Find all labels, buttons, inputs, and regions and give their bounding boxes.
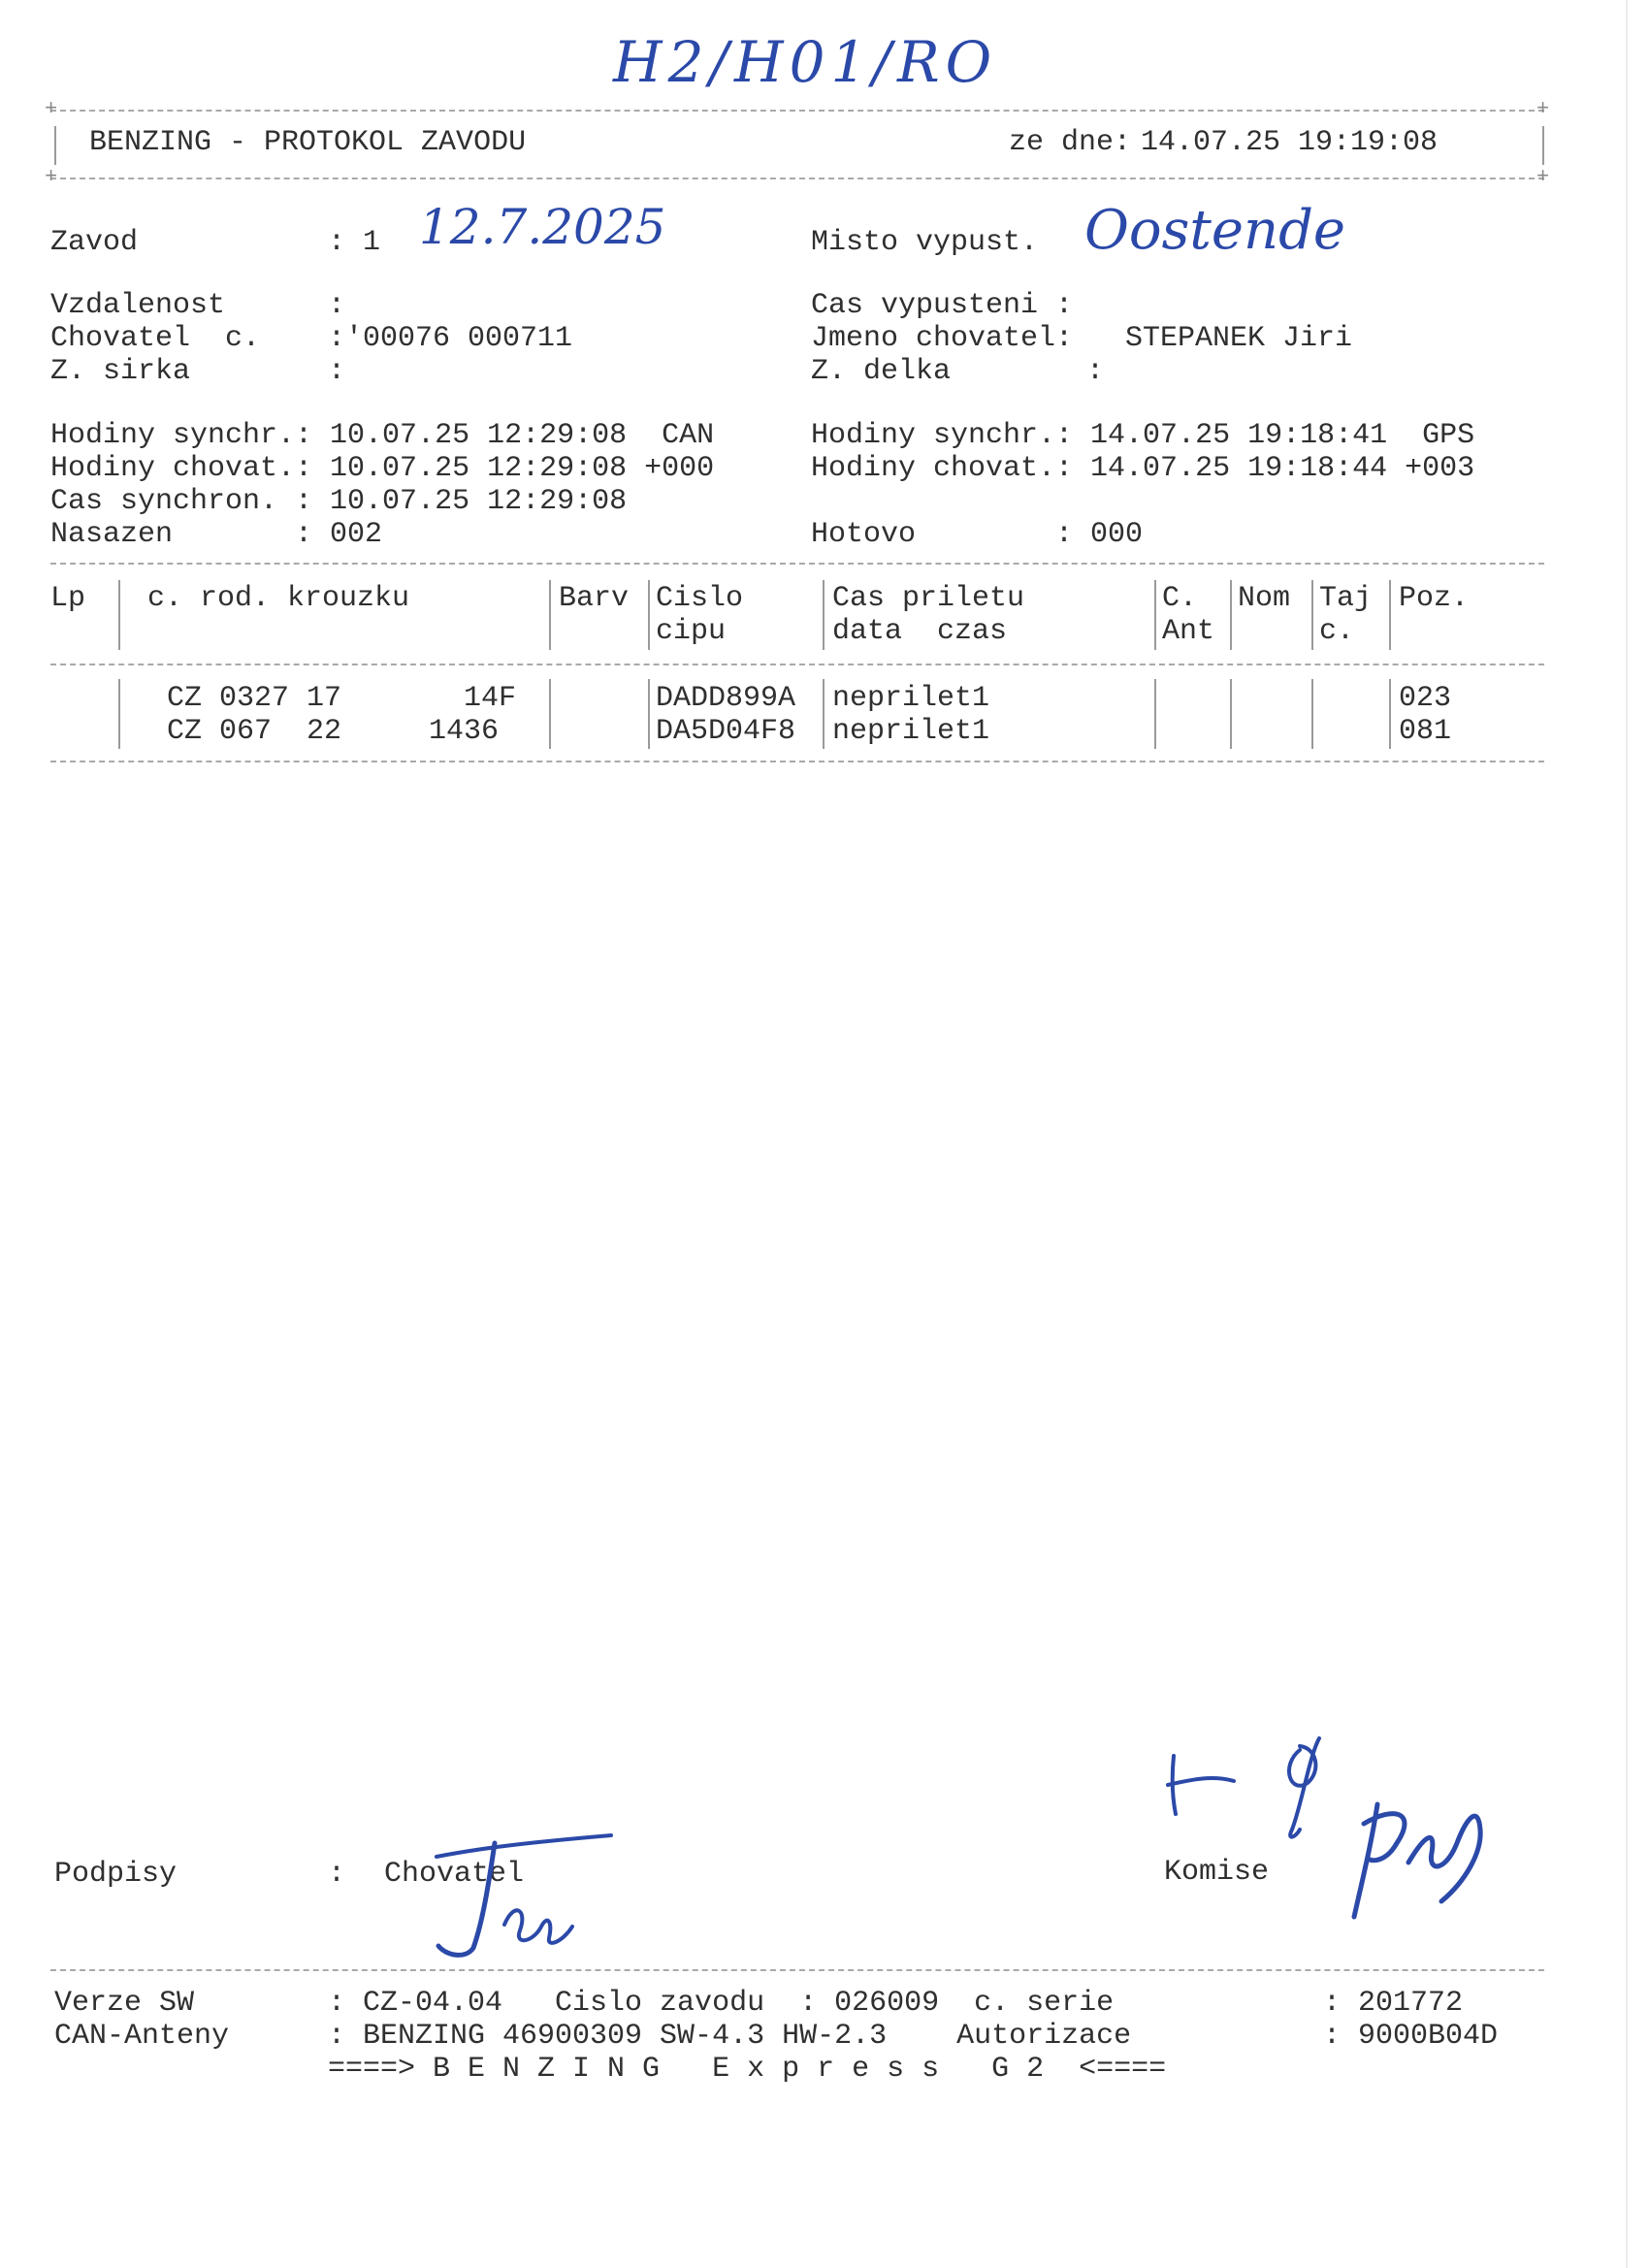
handwritten-release-place: Oostende bbox=[1084, 199, 1346, 262]
body-sep-1 bbox=[118, 679, 120, 749]
col-header-c-2: Ant bbox=[1162, 615, 1215, 648]
header-bottom-rule bbox=[50, 178, 1544, 179]
header-top-rule bbox=[50, 110, 1544, 112]
podpisy-colon: : bbox=[328, 1858, 346, 1891]
body-sep-8 bbox=[1389, 679, 1391, 749]
sirka-label: Z. sirka bbox=[50, 355, 191, 388]
serie-value: : 201772 bbox=[1323, 1987, 1464, 2020]
vzdalenost-value: : bbox=[328, 289, 346, 322]
table-top-rule bbox=[50, 563, 1544, 565]
commission-signature bbox=[1154, 1736, 1504, 1960]
chovatel-signature-label: Chovatel bbox=[384, 1858, 525, 1891]
col-sep-8 bbox=[1389, 580, 1391, 650]
body-sep-7 bbox=[1311, 679, 1313, 749]
col-sep-1 bbox=[118, 580, 120, 650]
can-anteny-label: CAN-Anteny bbox=[54, 2020, 230, 2053]
benzing-banner: ====> B E N Z I N G E x p r e s s G 2 <==== bbox=[328, 2053, 1167, 2086]
chovatel-value: :'00076 000711 bbox=[328, 322, 573, 355]
col-header-lp: Lp bbox=[50, 582, 86, 615]
col-header-ring: c. rod. krouzku bbox=[147, 582, 410, 615]
col-sep-6 bbox=[1230, 580, 1232, 650]
body-sep-6 bbox=[1230, 679, 1232, 749]
chovatel-label: Chovatel c. bbox=[50, 322, 261, 355]
cas-vypusteni-label: Cas vypusteni : bbox=[811, 289, 1074, 322]
protocol-date-value: 14.07.25 19:19:08 bbox=[1141, 126, 1439, 159]
sync-left-row4: Nasazen : 002 bbox=[50, 518, 383, 551]
col-header-cas-1: Cas priletu bbox=[832, 582, 1025, 615]
footer-rule bbox=[50, 1969, 1544, 1971]
col-header-poz: Poz. bbox=[1399, 582, 1470, 615]
handwritten-race-date: 12.7.2025 bbox=[419, 199, 666, 255]
sync-left-row3: Cas synchron. : 10.07.25 12:29:08 bbox=[50, 485, 628, 518]
protocol-date-label: ze dne: bbox=[1009, 126, 1132, 159]
col-header-taj-1: Taj bbox=[1319, 582, 1373, 615]
col-sep-3 bbox=[648, 580, 650, 650]
header-corner-tl: + bbox=[45, 97, 58, 121]
table-row-1-ring: CZ 0327 17 14F bbox=[167, 682, 517, 715]
podpisy-label: Podpisy bbox=[54, 1858, 178, 1891]
delka-value: : bbox=[1086, 355, 1105, 388]
sirka-value: : bbox=[328, 355, 346, 388]
body-sep-3 bbox=[648, 679, 650, 749]
sync-right-row1: Hodiny synchr.: 14.07.25 19:18:41 GPS bbox=[811, 419, 1475, 452]
handwritten-top-note: H2/H01/RO bbox=[613, 29, 998, 95]
header-corner-bl: + bbox=[45, 165, 58, 189]
body-sep-4 bbox=[823, 679, 824, 749]
zavod-value: : 1 bbox=[328, 226, 381, 259]
table-row-1-poz: 023 bbox=[1399, 682, 1452, 715]
delka-label: Z. delka bbox=[811, 355, 952, 388]
col-sep-4 bbox=[823, 580, 824, 650]
col-sep-5 bbox=[1154, 580, 1156, 650]
verze-label: Verze SW bbox=[54, 1987, 195, 2020]
col-header-cislo-1: Cislo bbox=[656, 582, 744, 615]
paper-edge bbox=[1626, 0, 1628, 2268]
table-row-1-time: neprilet1 bbox=[832, 682, 990, 715]
table-header-rule bbox=[50, 664, 1544, 665]
col-header-c-1: C. bbox=[1162, 582, 1198, 615]
body-sep-5 bbox=[1154, 679, 1156, 749]
col-header-nom: Nom bbox=[1238, 582, 1291, 615]
col-header-cislo-2: cipu bbox=[656, 615, 727, 648]
col-header-cas-2: data czas bbox=[832, 615, 1008, 648]
body-sep-2 bbox=[549, 679, 551, 749]
col-header-taj-2: c. bbox=[1319, 615, 1355, 648]
sync-left-row1: Hodiny synchr.: 10.07.25 12:29:08 CAN bbox=[50, 419, 715, 452]
table-row-2-chip: DA5D04F8 bbox=[656, 715, 796, 748]
sync-right-row2: Hodiny chovat.: 14.07.25 19:18:44 +003 bbox=[811, 452, 1475, 485]
misto-label: Misto vypust. bbox=[811, 226, 1039, 259]
can-anteny-details: : BENZING 46900309 SW-4.3 HW-2.3 Autorizace bbox=[328, 2020, 1132, 2053]
breeder-signature bbox=[427, 1833, 621, 1969]
col-sep-2 bbox=[549, 580, 551, 650]
autorizace-value: : 9000B04D bbox=[1323, 2020, 1499, 2053]
table-row-2-time: neprilet1 bbox=[832, 715, 990, 748]
sync-right-row4: Hotovo : 000 bbox=[811, 518, 1144, 551]
header-right-border bbox=[1542, 126, 1544, 165]
header-corner-tr: + bbox=[1536, 97, 1550, 121]
verze-details: : CZ-04.04 Cislo zavodu : 026009 c. serie bbox=[328, 1987, 1115, 2020]
col-sep-7 bbox=[1311, 580, 1313, 650]
sync-left-row2: Hodiny chovat.: 10.07.25 12:29:08 +000 bbox=[50, 452, 715, 485]
header-left-border bbox=[54, 126, 56, 165]
zavod-label: Zavod bbox=[50, 226, 139, 259]
col-header-barv: Barv bbox=[559, 582, 630, 615]
table-row-2-poz: 081 bbox=[1399, 715, 1452, 748]
protocol-title: BENZING - PROTOKOL ZAVODU bbox=[89, 126, 527, 159]
jmeno-value: STEPANEK Jiri bbox=[1125, 322, 1353, 355]
table-row-2-ring: CZ 067 22 1436 bbox=[167, 715, 500, 748]
header-corner-br: + bbox=[1536, 165, 1550, 189]
jmeno-label: Jmeno chovatel: bbox=[811, 322, 1074, 355]
table-bottom-rule bbox=[50, 761, 1544, 762]
table-row-1-chip: DADD899A bbox=[656, 682, 796, 715]
komise-signature-label: Komise bbox=[1164, 1856, 1270, 1889]
vzdalenost-label: Vzdalenost bbox=[50, 289, 226, 322]
